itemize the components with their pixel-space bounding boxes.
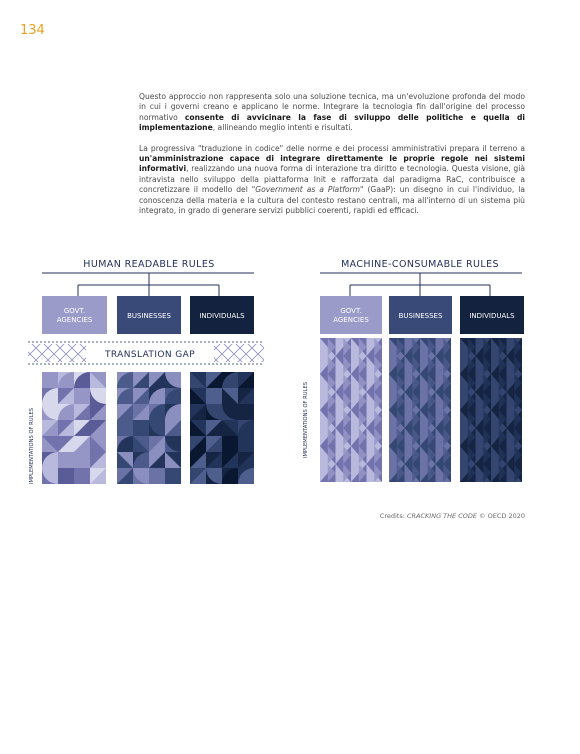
paragraph-2-text-c: " (GaaP): un disegno in cui l'individuo, la conoscenza della materia e la cultura del contesto restano centrali, ma all'interno di un sistema più integrato, in grado di generare servizi pubblici coerenti, rapidi ed efficaci. (139, 185, 525, 216)
right-box-govt-label-1: GOVT. (340, 307, 362, 315)
gap-label: TRANSLATION GAP (104, 350, 196, 360)
right-box-govt (320, 296, 382, 334)
left-connector (42, 273, 254, 296)
paragraph-2-text-b: , realizzando una nuova forma di interazione tra diritto e tecnologia. Questa visione, già intravista nello sviluppo della piattaforma Init e rafforzata dal paradigma RaC, contribuisce a concretizzare il modello del " (139, 164, 525, 195)
page-number: 134 (20, 23, 45, 38)
paragraph-1-bold: consente di avvicinare la fase di sviluppo delle politiche e quella di implementazione (139, 112, 525, 133)
right-box-govt-label-2: AGENCIES (333, 316, 369, 324)
paragraph-1-text-b: , allineando meglio intenti e risultati. (212, 123, 353, 133)
left-title: HUMAN READABLE RULES (83, 259, 215, 270)
paragraph-1-text-a: Questo approccio non rappresenta solo una soluzione tecnica, ma un'evoluzione profonda del modo in cui i governi creano e applicano le norme. Integrare la tecnologia fin dall'origine del processo normativo (139, 92, 525, 122)
paragraph-2-italic: Government as a Platform (255, 185, 361, 195)
right-title: MACHINE-CONSUMABLE RULES (341, 259, 499, 270)
left-implementation-grids (42, 372, 254, 484)
paragraph-2 (139, 144, 525, 217)
rules-diagram (24, 252, 528, 492)
credits-suffix: © OECD 2020 (476, 512, 525, 520)
credits-prefix: Credits: (379, 512, 407, 520)
left-box-businesses-label: BUSINESSES (127, 312, 171, 320)
left-side-label: IMPLEMENTATIONS OF RULES (29, 407, 35, 484)
paragraph-2-text-a: La progressiva "traduzione in codice" delle norme e dei processi amministrativi prepara il terreno a (139, 143, 525, 153)
paragraph-2-bold: un'amministrazione capace di integrare direttamente le proprie regole nei sistemi informativi (139, 154, 525, 174)
right-side-label: IMPLEMENTATIONS OF RULES (303, 381, 309, 458)
left-box-govt (42, 296, 107, 334)
left-box-govt-label-2: AGENCIES (56, 316, 93, 324)
body-text (139, 92, 525, 226)
paragraph-1 (139, 92, 525, 134)
credits (380, 512, 525, 520)
right-box-individuals-label: INDIVIDUALS (469, 312, 515, 320)
rules-figure (24, 252, 528, 492)
left-box-individuals-label: INDIVIDUALS (199, 312, 245, 320)
right-implementation-grids (320, 338, 522, 482)
credits-source: CRACKING THE CODE (407, 512, 477, 520)
right-connector (320, 273, 522, 296)
left-box-govt-label-1: GOVT. (63, 307, 86, 315)
right-box-businesses-label: BUSINESSES (398, 312, 443, 320)
